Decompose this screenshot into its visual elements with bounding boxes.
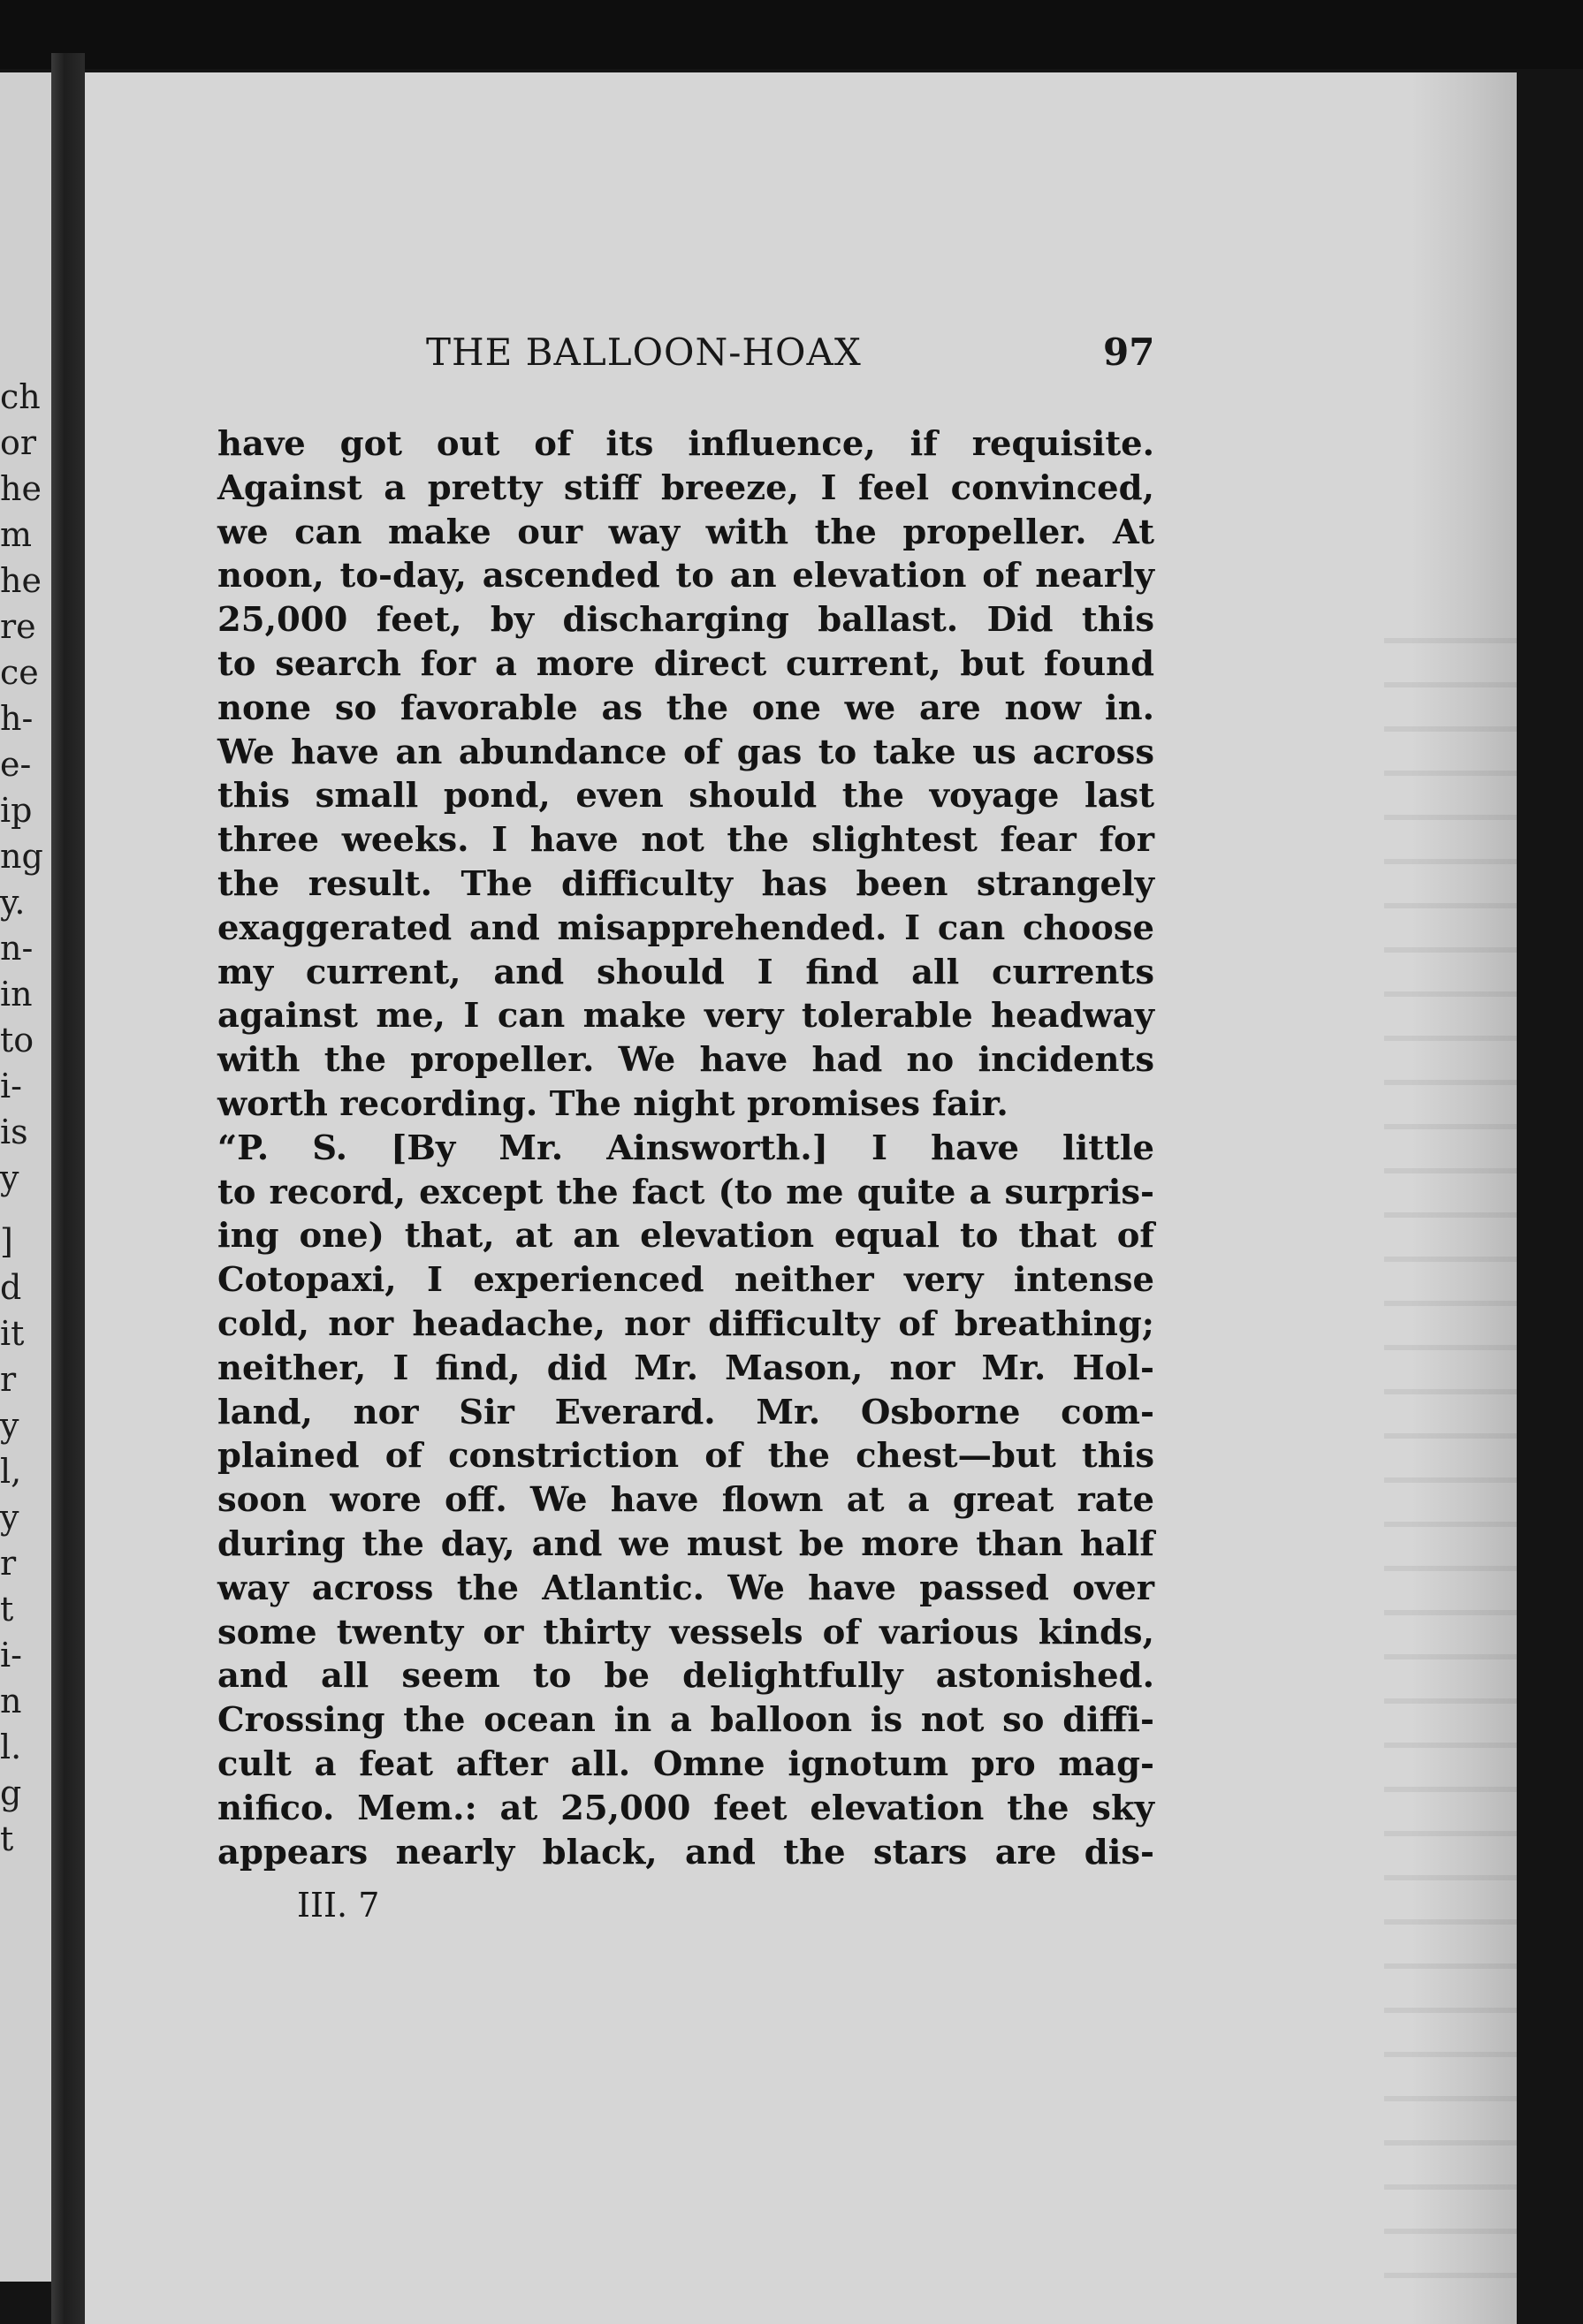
- facing-page-fragment: or: [0, 423, 37, 462]
- text-line: Crossing the ocean in a balloon is not so diffi-: [217, 1700, 1154, 1741]
- facing-page-fragment: ng: [0, 837, 43, 876]
- facing-page-fragment: t: [0, 1590, 14, 1629]
- text-line: to search for a more direct current, but found: [217, 643, 1154, 684]
- text-line: appears nearly black, and the stars are dis-: [217, 1832, 1154, 1872]
- facing-page-fragment: h-: [0, 699, 34, 738]
- text-line: nifico. Mem.: at 25,000 feet elevation the sky: [217, 1788, 1154, 1828]
- facing-page-fragment: re: [0, 607, 36, 646]
- text-line: some twenty or thirty vessels of various kinds,: [217, 1612, 1154, 1652]
- facing-page-fragment: y: [0, 1158, 19, 1197]
- signature-mark: III. 7: [297, 1886, 380, 1925]
- facing-page-fragment: ip: [0, 791, 33, 830]
- text-line: 25,000 feet, by discharging ballast. Did this: [217, 600, 1154, 641]
- text-line: against me, I can make very tolerable headway: [217, 996, 1154, 1037]
- facing-page-fragment: ce: [0, 653, 39, 692]
- facing-page-fragment: l.: [0, 1728, 22, 1766]
- facing-page-fragment: he: [0, 469, 42, 508]
- body-text: [217, 422, 1154, 1874]
- facing-page-fragment: r: [0, 1544, 17, 1583]
- facing-page-fragment: he: [0, 561, 42, 600]
- running-head-title: THE BALLOON-HOAX: [426, 330, 862, 374]
- facing-page-fragment: i-: [0, 1636, 22, 1675]
- facing-page-edge: [0, 72, 51, 2282]
- facing-page-fragment: l,: [0, 1452, 22, 1491]
- text-line: neither, I find, did Mr. Mason, nor Mr. Hol-: [217, 1348, 1154, 1388]
- text-line: ing one) that, at an elevation equal to that of: [217, 1216, 1154, 1257]
- facing-page-fragment: n-: [0, 929, 34, 968]
- text-line: this small pond, even should the voyage last: [217, 776, 1154, 816]
- text-line: with the propeller. We have had no incidents: [217, 1040, 1154, 1081]
- text-line: and all seem to be delightfully astonished.: [217, 1656, 1154, 1697]
- text-line: noon, to-day, ascended to an elevation of nearly: [217, 556, 1154, 596]
- facing-page-fragment: is: [0, 1113, 28, 1151]
- facing-page-fragment: y.: [0, 883, 26, 922]
- text-line: three weeks. I have not the slightest fear for: [217, 820, 1154, 861]
- facing-page-fragment: m: [0, 515, 33, 554]
- text-line: Against a pretty stiff breeze, I feel convinced,: [217, 467, 1154, 508]
- text-line: way across the Atlantic. We have passed over: [217, 1568, 1154, 1608]
- show-through-text: [1384, 638, 1517, 2317]
- text-line: Cotopaxi, I experienced neither very intense: [217, 1260, 1154, 1301]
- text-line: have got out of its influence, if requisite.: [217, 424, 1154, 464]
- text-line: cold, nor headache, nor difficulty of breathing;: [217, 1303, 1154, 1344]
- text-line: we can make our way with the propeller. At: [217, 512, 1154, 552]
- top-shadow: [0, 0, 1583, 69]
- facing-page-fragment: r: [0, 1360, 17, 1399]
- text-line: exaggerated and misapprehended. I can choose: [217, 908, 1154, 948]
- book-spine-gutter: [51, 53, 85, 2324]
- facing-page-fragment: e-: [0, 745, 32, 784]
- facing-page-fragment: n: [0, 1682, 22, 1720]
- facing-page-fragment: d: [0, 1268, 22, 1307]
- text-line: the result. The difficulty has been strangely: [217, 863, 1154, 904]
- text-line: plained of constriction of the chest—but this: [217, 1436, 1154, 1477]
- text-line: land, nor Sir Everard. Mr. Osborne com-: [217, 1392, 1154, 1432]
- facing-page-fragment: it: [0, 1314, 25, 1353]
- facing-page-fragment: ]: [0, 1222, 13, 1261]
- page-number: 97: [1103, 330, 1155, 374]
- facing-page-fragment: y: [0, 1406, 19, 1445]
- facing-page-fragment: in: [0, 975, 33, 1014]
- book-page: [85, 72, 1517, 2324]
- facing-page-fragment: t: [0, 1819, 14, 1858]
- text-line: We have an abundance of gas to take us across: [217, 732, 1154, 772]
- text-line: cult a feat after all. Omne ignotum pro mag-: [217, 1743, 1154, 1784]
- facing-page-fragment: to: [0, 1021, 34, 1059]
- facing-page-fragment: g: [0, 1773, 22, 1812]
- text-line: soon wore off. We have flown at a great rate: [217, 1480, 1154, 1521]
- text-line: “P. S. [By Mr. Ainsworth.] I have little: [217, 1128, 1154, 1168]
- text-line: my current, and should I find all currents: [217, 952, 1154, 992]
- facing-page-fragment: i-: [0, 1067, 22, 1105]
- text-line: none so favorable as the one we are now in.: [217, 687, 1154, 728]
- text-line: during the day, and we must be more than half: [217, 1523, 1154, 1564]
- facing-page-fragment: ch: [0, 377, 41, 416]
- text-line: to record, except the fact (to me quite a surpris-: [217, 1172, 1154, 1212]
- facing-page-fragment: y: [0, 1498, 19, 1537]
- text-line: worth recording. The night promises fair.: [217, 1083, 1008, 1124]
